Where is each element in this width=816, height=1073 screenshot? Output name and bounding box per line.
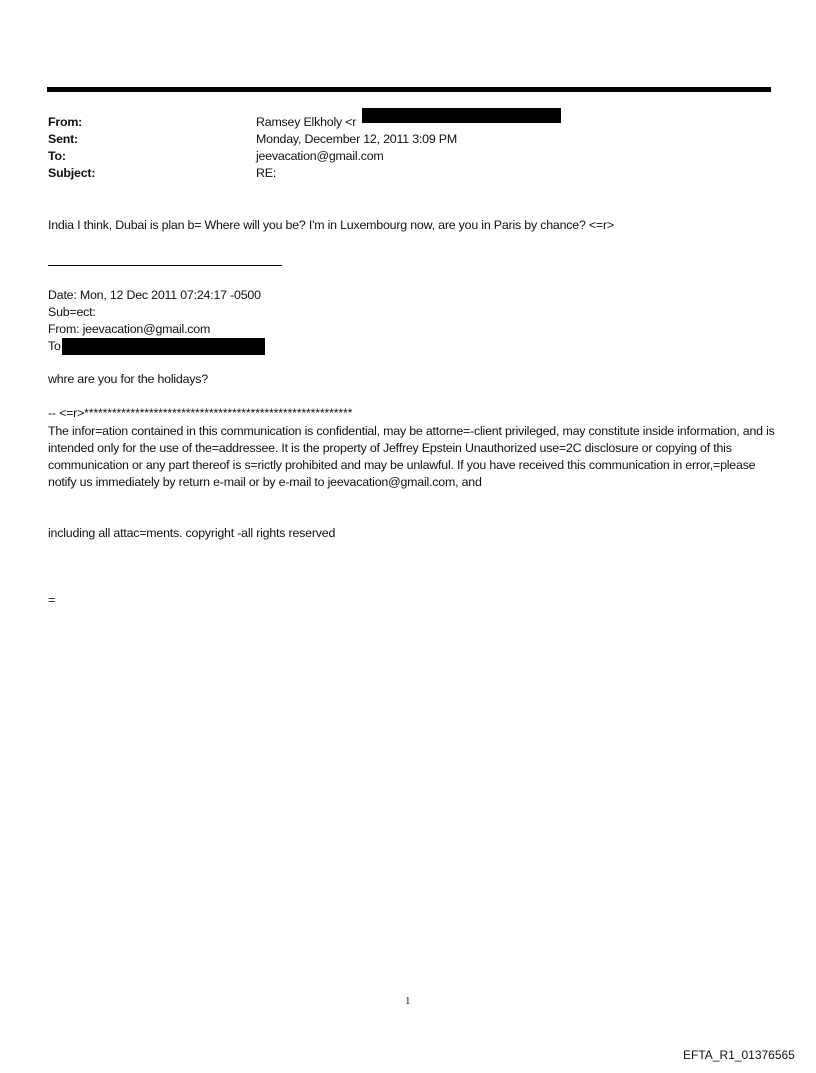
from-label: From:: [48, 115, 83, 129]
to-value: jeevacation@gmail.com: [256, 149, 384, 163]
header-rule: [47, 87, 771, 92]
quote-divider: [48, 265, 282, 266]
signature-separator: -- <=r>**********************************************************: [48, 406, 353, 420]
message-body: India I think, Dubai is plan b= Where will you be? I'm in Luxembourg now, are you in Paris by chance? <=r>: [48, 218, 614, 232]
page-number: 1: [405, 995, 411, 1007]
quoted-subject: Sub=ect:: [48, 305, 96, 319]
quoted-to: To: [48, 339, 61, 353]
trailer-char: =: [48, 593, 56, 607]
to-label: To:: [48, 149, 66, 163]
quoted-date: Date: Mon, 12 Dec 2011 07:24:17 -0500: [48, 288, 261, 302]
sent-label: Sent:: [48, 132, 78, 146]
from-value: Ramsey Elkholy <r: [256, 115, 357, 129]
redaction-box: [62, 338, 265, 355]
quoted-from: From: jeevacation@gmail.com: [48, 322, 211, 336]
bates-number: EFTA_R1_01376565: [683, 1048, 795, 1062]
redaction-box: [362, 108, 561, 123]
sent-value: Monday, December 12, 2011 3:09 PM: [256, 132, 457, 146]
subject-label: Subject:: [48, 166, 96, 180]
subject-value: RE:: [256, 166, 277, 180]
confidentiality-disclaimer: The infor=ation contained in this communication is confidential, may be attorne=-client privileged, may constitute inside information, and is intended only for the use of the=addressee. It is the property of Jeffrey Epstein Unauthorized use=2C disclosure or copying of this communication or any part thereof is s=rictly prohibited and may be unlawful. If you have received this communication in error,=please notify us immediately by return e-mail or by e-mail to jeevacation@gmail.com, and: [48, 424, 775, 489]
quoted-message: whre are you for the holidays?: [48, 372, 208, 386]
attachments-note: including all attac=ments. copyright -all rights reserved: [48, 526, 336, 540]
